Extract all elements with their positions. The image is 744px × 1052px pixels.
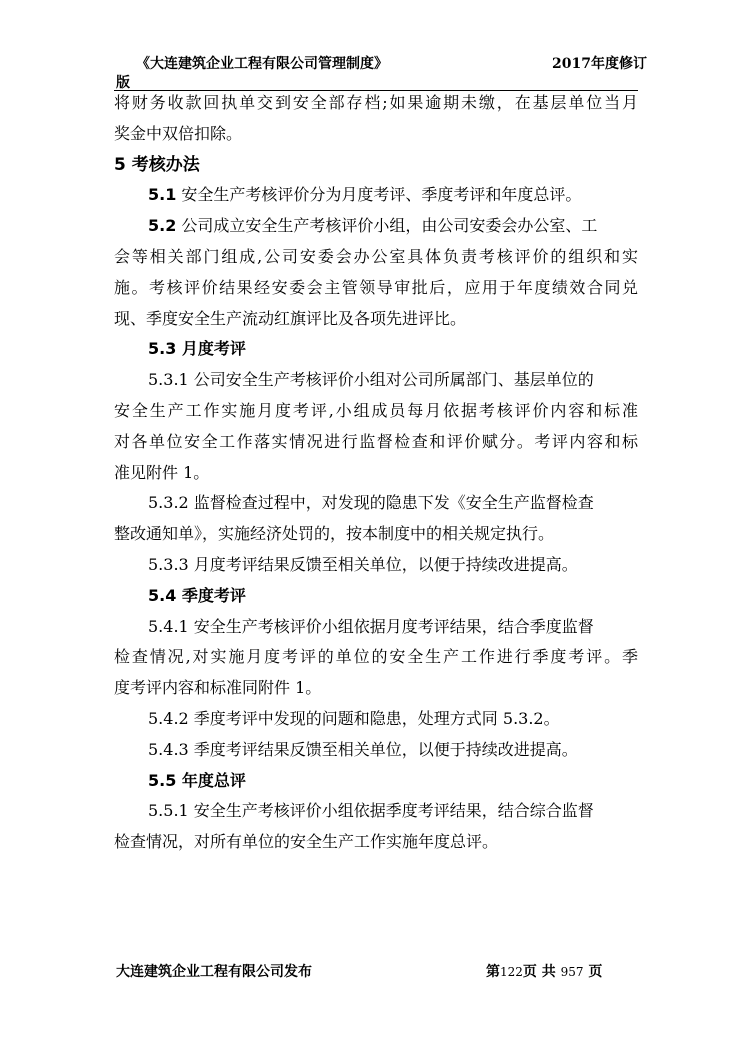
page-suffix: 页 xyxy=(583,964,603,980)
header-edition: 2017年度修订 xyxy=(552,56,647,72)
para-5-2-text: 公司成立安全生产考核评价小组，由公司安委会办公室、工 xyxy=(176,216,598,236)
section-5-title: 5 考核办法 xyxy=(114,154,200,175)
body-line: 将财务收款回执单交到安全部存档;如果逾期未缴，在基层单位当月 xyxy=(114,93,638,112)
body-line: 奖金中双倍扣除。 xyxy=(114,123,243,143)
body-line: 会等相关部门组成,公司安委会办公室具体负责考核评价的组织和实 xyxy=(114,246,638,266)
body-line: 5.4.1 安全生产考核评价小组依据月度考评结果，结合季度监督 xyxy=(148,616,594,636)
body-line: 5.3.2 监督检查过程中，对发现的隐患下发《安全生产监督检查 xyxy=(148,493,594,513)
footer-page-number xyxy=(486,961,602,981)
para-5-1-text: 安全生产考核评价分为月度考评、季度考评和年度总评。 xyxy=(176,185,582,205)
body-line: 施。考核评价结果经安委会主管领导审批后，应用于年度绩效合同兑 xyxy=(114,277,638,297)
body-line: 5.3.3 月度考评结果反馈至相关单位，以便于持续改进提高。 xyxy=(148,554,578,574)
section-5-4-title: 5.4 季度考评 xyxy=(148,585,246,605)
para-5-2-number: 5.2 xyxy=(148,216,177,236)
document-body xyxy=(114,88,638,858)
page-prefix: 第 xyxy=(486,964,500,980)
page-mid: 页 共 xyxy=(522,964,561,980)
body-line: 整改通知单》，实施经济处罚的，按本制度中的相关规定执行。 xyxy=(114,524,555,544)
body-line: 度考评内容和标准同附件 1。 xyxy=(114,678,322,698)
header-edition-cont: 版 xyxy=(116,75,130,91)
page-total: 957 xyxy=(560,965,584,979)
body-line: 5.3.1 公司安全生产考核评价小组对公司所属部门、基层单位的 xyxy=(148,370,594,390)
body-line: 检查情况，对所有单位的安全生产工作实施年度总评。 xyxy=(114,832,499,852)
section-5-3-title: 5.3 月度考评 xyxy=(148,339,246,359)
body-line: 现、季度安全生产流动红旗评比及各项先进评比。 xyxy=(114,308,467,328)
body-line: 5.5.1 安全生产考核评价小组依据季度考评结果，结合综合监督 xyxy=(148,801,594,821)
para-5-1 xyxy=(114,180,638,211)
para-5-1-number: 5.1 xyxy=(148,185,177,205)
body-line: 准见附件 1。 xyxy=(114,462,210,482)
body-line: 5.4.2 季度考评中发现的问题和隐患，处理方式同 5.3.2。 xyxy=(148,708,560,728)
body-line: 5.4.3 季度考评结果反馈至相关单位，以便于持续改进提高。 xyxy=(148,739,578,759)
body-line: 检查情况,对实施月度考评的单位的安全生产工作进行季度考评。季 xyxy=(114,647,638,667)
header-title: 《大连建筑企业工程有限公司管理制度》 xyxy=(136,56,388,72)
page-no: 122 xyxy=(500,965,523,979)
section-5-5-title: 5.5 年度总评 xyxy=(148,770,246,790)
footer-publisher: 大连建筑企业工程有限公司发布 xyxy=(116,964,312,980)
body-line: 对各单位安全工作落实情况进行监督检查和评价赋分。考评内容和标 xyxy=(114,431,638,451)
body-line: 安全生产工作实施月度考评,小组成员每月依据考核评价内容和标准 xyxy=(114,400,638,420)
para-5-2 xyxy=(114,211,638,242)
